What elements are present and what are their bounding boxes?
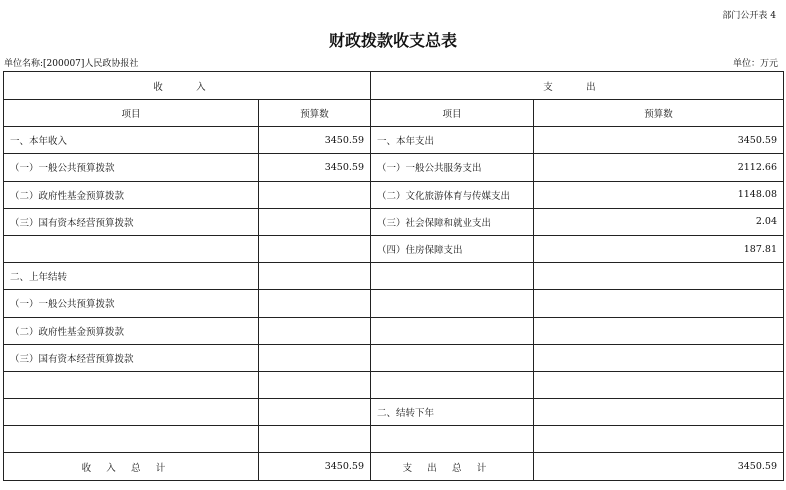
budget-table <box>3 71 784 481</box>
income-value-cell <box>259 426 371 453</box>
income-value-cell <box>259 344 371 371</box>
section-header-row <box>4 72 784 100</box>
table-row <box>4 263 784 290</box>
expense-item-cell: 一、本年支出 <box>371 127 534 154</box>
income-value-cell <box>259 263 371 290</box>
unit-money: 单位：万元 <box>732 59 778 69</box>
table-row <box>4 290 784 317</box>
expense-section-header: 支 出 <box>371 72 784 100</box>
income-total-label: 收入总计 <box>4 453 259 480</box>
expense-value-cell: 187.81 <box>534 235 784 262</box>
expense-value-cell <box>534 317 784 344</box>
expense-value-cell <box>534 290 784 317</box>
table-row <box>4 371 784 398</box>
expense-item-cell: 二、结转下年 <box>371 399 534 426</box>
expense-budget-header: 预算数 <box>534 100 784 127</box>
income-item-header: 项目 <box>4 100 259 127</box>
table-row <box>4 208 784 235</box>
expense-item-cell <box>371 371 534 398</box>
expense-value-cell <box>534 263 784 290</box>
income-value-cell <box>259 399 371 426</box>
income-section-header: 收 入 <box>4 72 371 100</box>
unit-name: 单位名称:[200007]人民政协报社 <box>4 59 139 69</box>
income-item-cell: （二）政府性基金预算拨款 <box>4 317 259 344</box>
income-item-cell <box>4 399 259 426</box>
form-id: 部门公开表 4 <box>722 11 776 21</box>
income-item-cell: （三）国有资本经营预算拨款 <box>4 208 259 235</box>
expense-value-cell: 2.04 <box>534 208 784 235</box>
expense-item-cell: （三）社会保障和就业支出 <box>371 208 534 235</box>
income-item-cell <box>4 235 259 262</box>
expense-total-label: 支出总计 <box>371 453 534 480</box>
totals-row <box>4 453 784 480</box>
expense-item-cell: （二）文化旅游体育与传媒支出 <box>371 181 534 208</box>
table-row <box>4 399 784 426</box>
income-value-cell <box>259 235 371 262</box>
income-item-cell: （一）一般公共预算拨款 <box>4 154 259 181</box>
expense-value-cell: 1148.08 <box>534 181 784 208</box>
table-row <box>4 154 784 181</box>
page-title: 财政拨款收支总表 <box>328 31 457 50</box>
table-row <box>4 317 784 344</box>
income-item-cell: （一）一般公共预算拨款 <box>4 290 259 317</box>
income-item-cell: 二、上年结转 <box>4 263 259 290</box>
expense-item-cell <box>371 344 534 371</box>
income-item-cell <box>4 371 259 398</box>
income-value-cell <box>259 181 371 208</box>
expense-item-cell: （一）一般公共服务支出 <box>371 154 534 181</box>
expense-value-cell: 2112.66 <box>534 154 784 181</box>
table-row <box>4 235 784 262</box>
expense-item-header: 项目 <box>371 100 534 127</box>
income-value-cell <box>259 208 371 235</box>
income-item-cell: （二）政府性基金预算拨款 <box>4 181 259 208</box>
expense-item-cell <box>371 263 534 290</box>
table-row <box>4 344 784 371</box>
table-row <box>4 181 784 208</box>
income-item-cell <box>4 426 259 453</box>
income-budget-header: 预算数 <box>259 100 371 127</box>
expense-item-cell <box>371 426 534 453</box>
expense-value-cell <box>534 344 784 371</box>
income-total-value: 3450.59 <box>259 453 371 480</box>
expense-value-cell <box>534 371 784 398</box>
column-header-row <box>4 100 784 127</box>
expense-item-cell <box>371 317 534 344</box>
expense-value-cell <box>534 426 784 453</box>
income-item-cell: （三）国有资本经营预算拨款 <box>4 344 259 371</box>
expense-value-cell <box>534 399 784 426</box>
income-value-cell <box>259 317 371 344</box>
table-row <box>4 426 784 453</box>
income-value-cell <box>259 290 371 317</box>
expense-item-cell <box>371 290 534 317</box>
income-value-cell: 3450.59 <box>259 127 371 154</box>
income-value-cell: 3450.59 <box>259 154 371 181</box>
income-item-cell: 一、本年收入 <box>4 127 259 154</box>
expense-value-cell: 3450.59 <box>534 127 784 154</box>
expense-total-value: 3450.59 <box>534 453 784 480</box>
table-row <box>4 127 784 154</box>
income-value-cell <box>259 371 371 398</box>
data-rows <box>4 127 784 453</box>
expense-item-cell: （四）住房保障支出 <box>371 235 534 262</box>
